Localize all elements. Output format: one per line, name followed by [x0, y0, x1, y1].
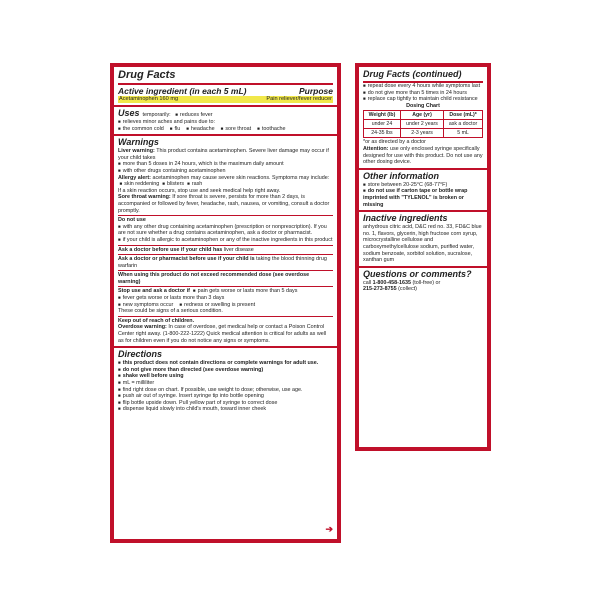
liver-item: ■ more than 5 doses in 24 hours, which is the maximum daily amount [118, 161, 333, 168]
directions-heading: Directions [118, 349, 163, 360]
table-row [364, 129, 483, 138]
continued-item: ■ replace cap tightly to maintain child resistance [363, 96, 483, 103]
chart-cell: 24-35 lbs [364, 129, 401, 138]
chart-cell: under 24 [364, 120, 401, 129]
directions-item: ■ mL = milliliter [118, 380, 333, 387]
keep-out-text: Keep out of reach of children. [118, 317, 195, 324]
directions-item: ■ this product does not contain directions or complete warnings for adult use. [118, 360, 333, 367]
chart-header: Weight (lb) [364, 111, 401, 120]
ask-doctor-label: Ask a doctor before use if your child has [118, 246, 223, 253]
directions-item: ■ dispense liquid slowly into child's mouth, toward inner cheek [118, 406, 333, 413]
other-info-heading: Other information [363, 170, 439, 181]
stop-use-item: ■ redness or swelling is present [179, 302, 255, 309]
phone-note: (toll-free) or [412, 279, 441, 286]
other-info-item: ■ store between 20-25°C (68-77°F) [363, 182, 483, 189]
allergy-item: ■ skin reddening [120, 181, 160, 187]
overdose-text: In case of overdose, get medical help or contact a Poison Control Center right away. (1-800-222-1222) Quick medical attention is critical for adults as well as for children even if you do not notice any signs or symptoms. [118, 324, 327, 344]
table-row [364, 120, 483, 129]
phone-note: (collect) [398, 286, 417, 293]
directions-item: ■ shake well before using [118, 373, 333, 380]
chart-cell: 2-3 years [400, 129, 443, 138]
do-not-use-item: ■ with any other drug containing acetaminophen (prescription or nonprescription). If you are not sure whether a drug contains acetaminophen, ask a doctor or pharmacist. [118, 224, 333, 237]
ingredient-purpose: Pain reliever/fever reducer [266, 96, 332, 102]
directions-section [118, 349, 333, 413]
liver-item: ■ with other drugs containing acetaminophen [118, 168, 333, 175]
divider [359, 210, 487, 212]
ask-pharmacist-label: Ask a doctor or pharmacist before use if your child is [118, 256, 255, 263]
continued-item: ■ do not give more than 5 times in 24 hours [363, 90, 483, 97]
do-not-use-item: ■ if your child is allergic to acetaminophen or any of the inactive ingredients in this product [118, 237, 333, 244]
phone-number[interactable]: 215-273-8755 [363, 286, 397, 293]
chart-cell: under 2 years [400, 120, 443, 129]
inactive-text: anhydrous citric acid, D&C red no. 33, FD&C blue no. 1, flavors, glycerin, high fructose corn syrup, microcrystalline cellulose and carboxymethylcellulose sodium, purified water, sodium benzoate, sorbitol solution, sucralose, xanthan gum [363, 224, 482, 264]
drug-facts-title: Drug Facts [118, 69, 333, 85]
drug-facts-continued-panel [355, 63, 491, 451]
chart-header: Dose (mL)* [444, 111, 483, 120]
purpose-heading-text: Purpose [298, 86, 333, 96]
stop-use-item: ■ new symptoms occur [118, 302, 173, 309]
divider [359, 266, 487, 268]
dosing-chart-title: Dosing Chart [406, 102, 440, 109]
arrow-right-icon: ➔ [325, 524, 333, 534]
allergy-after: If a skin reaction occurs, stop use and seek medical help right away. [118, 187, 281, 194]
stop-use-item: ■ fever gets worse or lasts more than 3 days [118, 295, 333, 302]
warnings-section [118, 137, 333, 344]
active-heading-text: Active ingredient (in each 5 mL) [118, 86, 247, 96]
dosing-chart [363, 110, 483, 138]
divider [118, 215, 333, 216]
divider [114, 134, 337, 136]
inactive-heading: Inactive ingredients [363, 213, 448, 224]
uses-item: ■ reduces fever [175, 112, 212, 118]
other-info-item: ■ do not use if carton tape or bottle wrap imprinted with "TYLENOL" is broken or missing [363, 188, 483, 208]
divider [118, 254, 333, 255]
divider [114, 346, 337, 348]
drug-facts-panel [110, 63, 341, 543]
overdose-label: Overdose warning: [118, 324, 167, 331]
uses-cause: ■ sore throat [221, 126, 252, 133]
continued-title: Drug Facts (continued) [363, 69, 483, 83]
allergy-item: ■ blisters [162, 181, 184, 187]
directions-item: ■ do not give more than directed (see overdose warning) [118, 367, 333, 374]
active-ingredient-heading [118, 86, 333, 96]
directions-item: ■ flip bottle upside down. Pull yellow part of syringe to correct dose [118, 400, 333, 407]
divider [114, 105, 337, 107]
ask-doctor-text: liver disease [223, 246, 254, 253]
uses-cause: ■ toothache [257, 126, 285, 133]
uses-cause: ■ headache [186, 126, 214, 133]
divider [359, 168, 487, 170]
divider [118, 270, 333, 271]
directions-item: ■ push air out of syringe. Insert syringe tip into bottle opening [118, 393, 333, 400]
liver-warning-text: This product contains acetaminophen. Severe liver damage may occur if your child takes [118, 148, 329, 161]
call-text: call [363, 279, 372, 286]
chart-footnote: *or as directed by a doctor [363, 139, 426, 146]
attention-text: use only enclosed syringe specifically designed for use with this product. Do not use any other dosing device. [363, 145, 483, 166]
ingredient-name: Acetaminophen 160 mg [119, 96, 179, 102]
uses-section [118, 108, 333, 132]
directions-item: ■ find right dose on chart. If possible, use weight to dose; otherwise, use age. [118, 387, 333, 394]
phone-number[interactable]: 1-800-458-1635 [372, 279, 411, 286]
stop-use-item: ■ pain gets worse or lasts more than 5 days [193, 288, 298, 294]
active-ingredient-row [118, 96, 333, 103]
liver-warning-label: Liver warning: [118, 148, 155, 155]
do-not-use-heading: Do not use [118, 217, 146, 224]
sore-throat-label: Sore throat warning: [118, 194, 171, 201]
stop-use-after: These could be signs of a serious condition. [118, 308, 223, 315]
chart-header: Age (yr) [400, 111, 443, 120]
allergy-item: ■ rash [187, 181, 202, 187]
uses-cause: ■ the common cold [118, 126, 164, 133]
divider [118, 286, 333, 287]
uses-item: ■ relieves minor aches and pains due to: [118, 119, 333, 126]
allergy-text: acetaminophen may cause severe skin reactions. Symptoms may include: [152, 174, 330, 181]
attention-label: Attention: [363, 145, 389, 152]
sore-throat-text: If sore throat is severe, persists for more than 2 days, is accompanied or followed by fever, headache, rash, nausea, or vomiting, consult a doctor promptly. [118, 194, 330, 214]
uses-cause: ■ flu [170, 126, 180, 133]
divider [118, 245, 333, 246]
table-row [364, 111, 483, 120]
uses-heading: Uses [118, 108, 140, 118]
divider [118, 316, 333, 317]
ask-pharmacist-text: taking the blood thinning drug warfarin [118, 256, 327, 269]
when-using-text: When using this product do not exceed recommended dose (see overdose warning) [118, 272, 310, 285]
stop-use-label: Stop use and ask a doctor if [118, 288, 190, 295]
chart-cell: 5 mL [444, 129, 483, 138]
uses-temporarily: temporarily: [142, 112, 171, 118]
questions-heading: Questions or comments? [363, 268, 472, 279]
warnings-heading: Warnings [118, 137, 159, 148]
chart-cell: ask a doctor [444, 120, 483, 129]
continued-item: ■ repeat dose every 4 hours while symptoms last [363, 83, 483, 90]
allergy-label: Allergy alert: [118, 174, 151, 181]
